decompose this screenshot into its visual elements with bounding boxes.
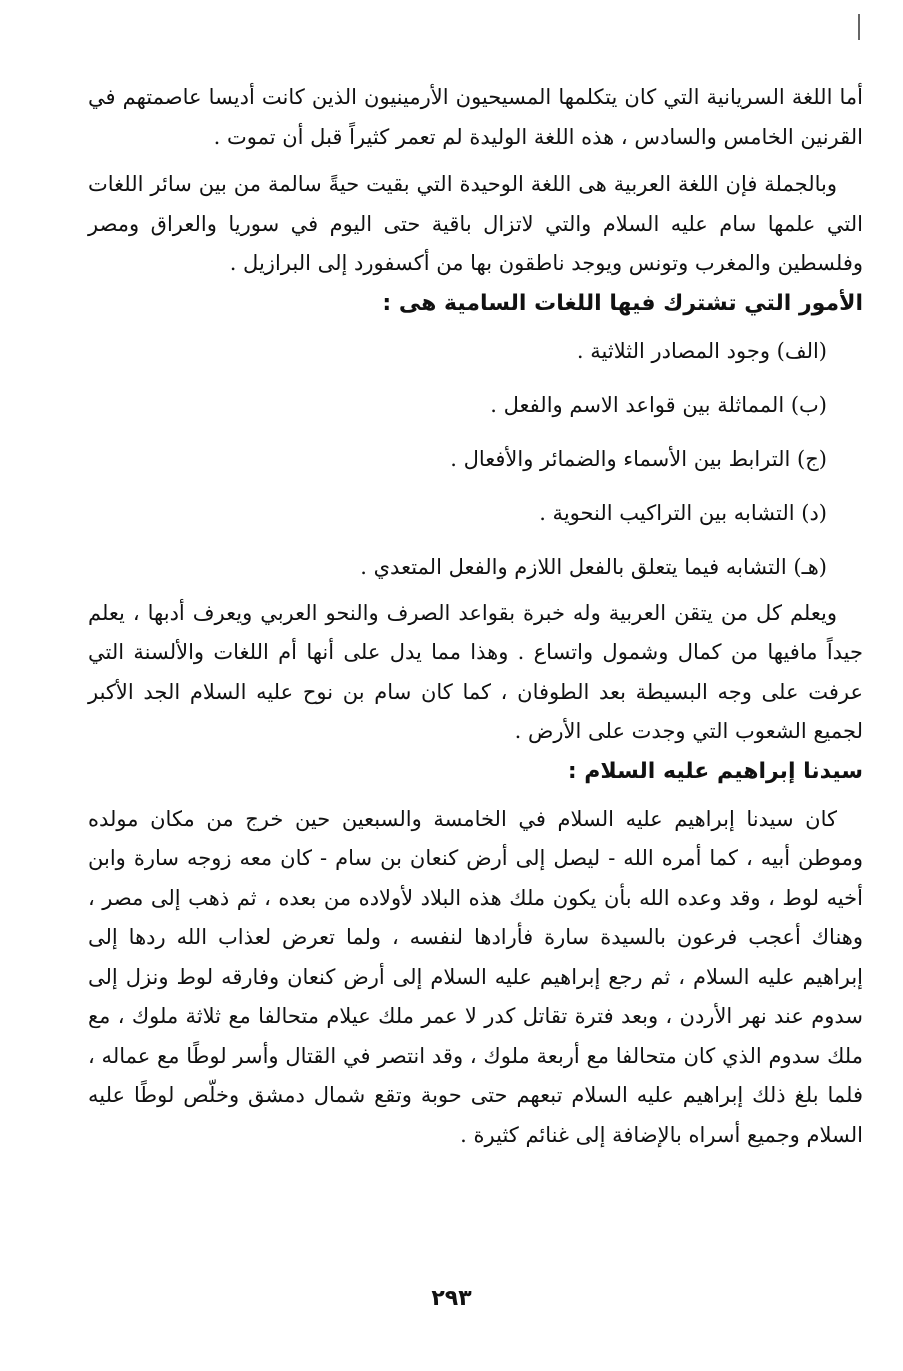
list-item: (د) التشابه بين التراكيب النحوية . [539, 500, 827, 525]
semitic-features-list [88, 324, 863, 594]
paragraph-ibrahim-story: كان سيدنا إبراهيم عليه السلام في الخامسة والسبعين حين خرج من مكان مولده وموطن أبيه ، كما أمره الله - ليصل إلى أرض كنعان بن سام - كان معه زوجه سارة وابن أخيه لوط ، وقد وعده الله بأن يكون ملك هذه البلاد لأولاده من بعده ، ثم ذهب إلى مصر ، وهناك أعجب فرعون بالسيدة سارة فأرادها لنفسه ، ولما تعرض لعذاب الله ردها إلى إبراهيم عليه السلام ، ثم رجع إبراهيم عليه السلام إلى أرض كنعان وفارقه لوط ونزل إلى سدوم عند نهر الأردن ، وبعد فترة تقاتل كدر لا عمر ملك عيلام متحالفا مع ثلاثة ملوك ، مع ملك سدوم الذي كان متحالفا مع أربعة ملوك ، وقد انتصر في القتال وأسر لوطًا مع عماله ، فلما بلغ ذلك إبراهيم عليه السلام تبعهم حتى حوبة وتقع شمال دمشق وخلّص لوطًا عليه السلام وجميع أسراه بالإضافة إلى غنائم كثيرة . [88, 806, 863, 1147]
paragraph-syriac: أما اللغة السريانية التي كان يتكلمها المسيحيون الأرمينيون الذين كانت أديسا عاصمتهم في القرنين الخامس والسادس ، هذه اللغة الوليدة لم تعمر كثيراً قبل أن تموت . [88, 85, 863, 149]
list-item: (هـ) التشابه فيما يتعلق بالفعل اللازم والفعل المتعدي . [360, 554, 827, 579]
page-body [88, 78, 863, 1155]
heading-ibrahim: سيدنا إبراهيم عليه السلام : [567, 758, 863, 784]
paragraph-mother-of-languages: ويعلم كل من يتقن العربية وله خبرة بقواعد الصرف والنحو العربي ويعرف أدبها ، يعلم جيداً مافيها من كمال وشمول واتساع . وهذا مما يدل على أنها أم اللغات والألسنة التي عرفت على وجه البسيطة بعد الطوفان ، كما كان سام بن نوح عليه السلام الجد الأكبر لجميع الشعوب التي وجدت على الأرض . [88, 600, 863, 743]
paragraph-arabic-survival: وبالجملة فإن اللغة العربية هى اللغة الوحيدة التي بقيت حيةً سالمة من بين سائر اللغات التي علمها سام عليه السلام والتي لاتزال باقية حتى اليوم في سوريا والعراق ومصر وفلسطين والمغرب وتونس ويوجد ناطقون بها من أكسفورد إلى البرازيل . [88, 172, 863, 275]
page-number: ٢٩٣ [431, 1286, 472, 1311]
list-item: (الف) وجود المصادر الثلاثية . [576, 338, 827, 363]
list-item: (ب) المماثلة بين قواعد الاسم والفعل . [490, 392, 827, 417]
scan-corner-mark [858, 14, 860, 40]
heading-semitic-common-features: الأمور التي تشترك فيها اللغات السامية هى : [382, 290, 863, 316]
list-item: (ج) الترابط بين الأسماء والضمائر والأفعال . [450, 446, 827, 471]
